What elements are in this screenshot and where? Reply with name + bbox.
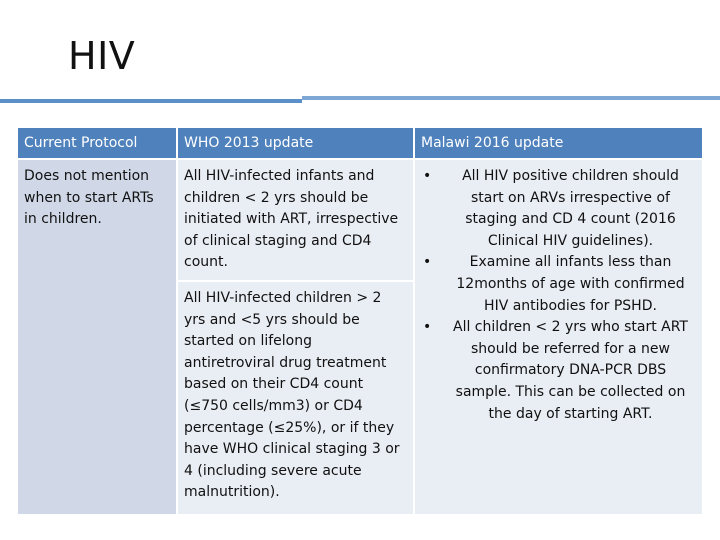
current-protocol-text: Does not mention when to start ARTs in children.: [24, 168, 154, 228]
header-current-protocol: Current Protocol: [18, 128, 177, 159]
list-item: • Examine all infants less than 12months of age with confirmed HIV antibodies for PSHD.: [421, 252, 696, 317]
header-malawi-2016: Malawi 2016 update: [414, 128, 702, 159]
header-who-2013: WHO 2013 update: [177, 128, 414, 159]
title-divider-right: [302, 96, 720, 100]
list-item: • All children < 2 yrs who start ART should be referred for a new confirmatory DNA-PCR DBS sample. This can be collected on the day of starting ART.: [421, 317, 696, 425]
who-paragraph-1: All HIV-infected infants and children < 2 yrs should be initiated with ART, irrespective of clinical staging and CD4 count.: [184, 168, 399, 271]
comparison-table: [18, 128, 702, 514]
list-item: • All HIV positive children should start on ARVs irrespective of staging and CD 4 count (2016 Clinical HIV guidelines).: [421, 166, 696, 252]
title-divider-left: [0, 99, 302, 103]
cell-malawi-2016: [414, 159, 702, 514]
who-paragraph-2: All HIV-infected children > 2 yrs and <5 yrs should be started on lifelong antiretroviral drug treatment based on their CD4 count (≤750 cells/mm3) or CD4 percentage (≤25%), or if they have WHO clinical staging 3 or 4 (including severe acute malnutrition).: [184, 289, 400, 501]
slide-title: HIV: [68, 34, 136, 78]
who-upper-block: [178, 160, 413, 280]
cell-who-2013: [177, 159, 414, 514]
table-row: [18, 159, 702, 514]
who-lower-block: [178, 282, 413, 514]
cell-current-protocol: [18, 159, 177, 514]
table-header-row: [18, 128, 702, 159]
malawi-bullet-list: [421, 166, 696, 425]
